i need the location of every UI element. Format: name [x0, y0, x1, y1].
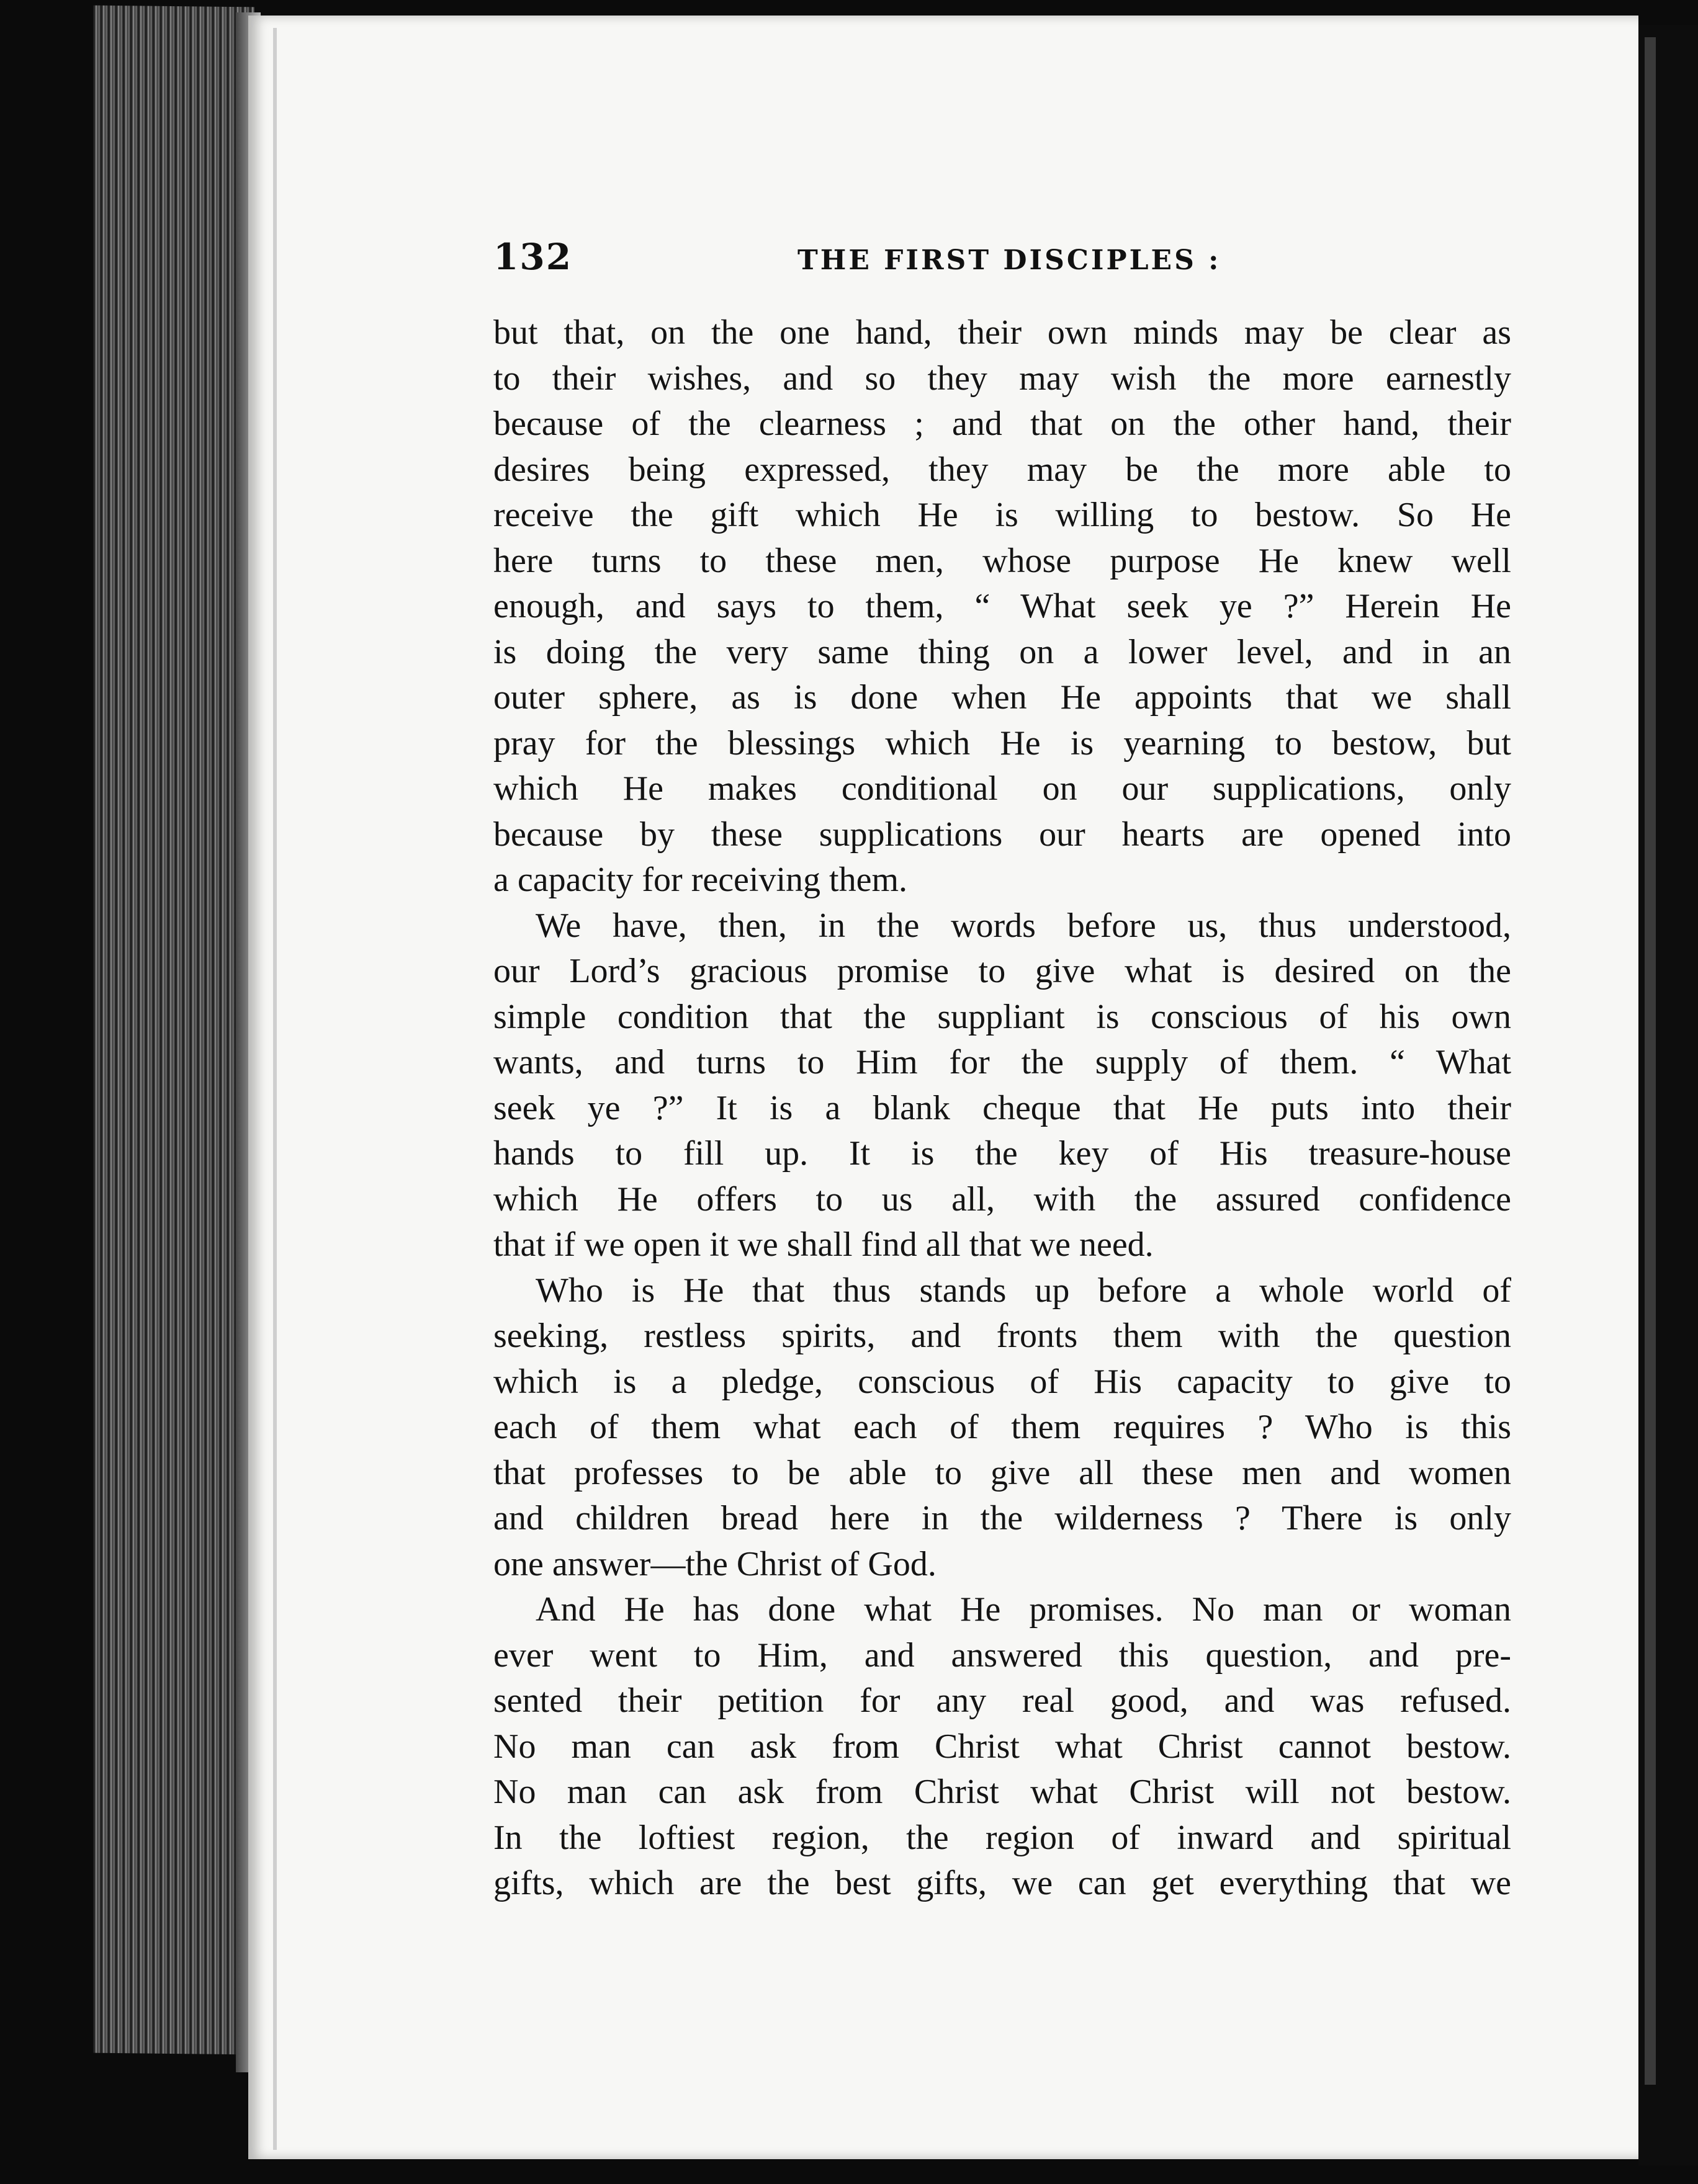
text-line: wants, and turns to Him for the supply of them. “ What [493, 1043, 1511, 1081]
text-line: to their wishes, and so they may wish the more earnestly [493, 359, 1511, 398]
text-line: hands to fill up. It is the key of His treasure-house [493, 1134, 1511, 1173]
running-title: THE FIRST DISCIPLES : [797, 244, 1221, 276]
text-line: sented their petition for any real good, and was refused. [493, 1681, 1511, 1720]
body-text [493, 310, 1511, 1907]
text-line: which He offers to us all, with the assured confidence [493, 1179, 1511, 1219]
page-number: 132 [493, 236, 573, 278]
text-line: seek ye ?” It is a blank cheque that He puts into their [493, 1088, 1511, 1127]
text-line: outer sphere, as is done when He appoints that we shall [493, 678, 1511, 717]
page-margin-rule [273, 28, 277, 2150]
running-head [493, 236, 1524, 279]
text-line: and children bread here in the wilderness ? There is only [493, 1499, 1511, 1537]
book-page-edges [93, 6, 254, 2055]
paragraph-end-line: that if we open it we shall find all that we need. [493, 1225, 1154, 1264]
paragraph-start-line: And He has done what He promises. No man or woman [536, 1590, 1511, 1629]
paragraph-end-line: one answer—the Christ of God. [493, 1544, 937, 1583]
text-line: which is a pledge, conscious of His capacity to give to [493, 1362, 1511, 1401]
text-line: In the loftiest region, the region of inward and spiritual [493, 1818, 1511, 1857]
text-line: gifts, which are the best gifts, we can get everything that we [493, 1864, 1511, 1902]
text-line: is doing the very same thing on a lower level, and in an [493, 632, 1511, 671]
paragraph-start-line: Who is He that thus stands up before a whole world of [536, 1271, 1511, 1310]
text-line: which He makes conditional on our supplications, only [493, 769, 1511, 808]
text-line: each of them what each of them requires ? Who is this [493, 1408, 1511, 1446]
text-line: but that, on the one hand, their own minds may be clear as [493, 313, 1511, 352]
text-line: our Lord’s gracious promise to give what is desired on the [493, 952, 1511, 990]
text-line: because of the clearness ; and that on the other hand, their [493, 405, 1511, 443]
paragraph-start-line: We have, then, in the words before us, thus understood, [536, 906, 1511, 945]
text-line: No man can ask from Christ what Christ cannot bestow. [493, 1727, 1511, 1766]
text-line: No man can ask from Christ what Christ will not bestow. [493, 1773, 1511, 1811]
text-line: desires being expressed, they may be the more able to [493, 450, 1511, 489]
paragraph-end-line: a capacity for receiving them. [493, 861, 907, 899]
text-line: ever went to Him, and answered this question, and pre- [493, 1636, 1511, 1675]
text-line: here turns to these men, whose purpose He knew well [493, 541, 1511, 580]
text-line: enough, and says to them, “ What seek ye ?” Herein He [493, 587, 1511, 625]
text-line: simple condition that the suppliant is conscious of his own [493, 997, 1511, 1036]
text-line: receive the gift which He is willing to bestow. So He [493, 496, 1511, 534]
text-line: because by these supplications our hearts are opened into [493, 815, 1511, 854]
text-line: seeking, restless spirits, and fronts them with the question [493, 1317, 1511, 1355]
text-line: that professes to be able to give all these men and women [493, 1453, 1511, 1492]
facing-page-edge [1645, 37, 1656, 2085]
text-line: pray for the blessings which He is yearning to bestow, but [493, 723, 1511, 763]
